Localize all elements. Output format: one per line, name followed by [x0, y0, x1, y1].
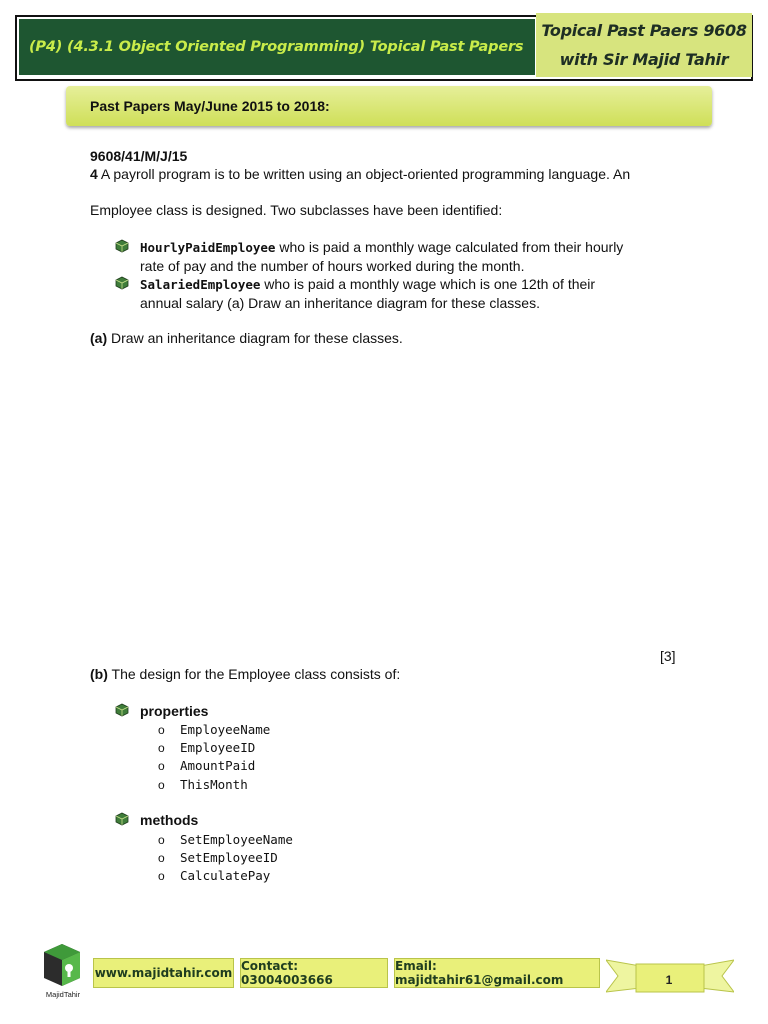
header-brand-line1: Topical Past Paers 9608	[541, 21, 747, 40]
property-name: EmployeeName	[180, 722, 271, 737]
part-a-label: (a)	[90, 330, 108, 346]
subclass-desc-salaried-line2: annual salary (a) Draw an inheritance diagram for these classes.	[140, 295, 540, 311]
logo-text: MajidTahir	[45, 990, 81, 999]
subclass-desc-hourly-line2: rate of pay and the number of hours worked during the month.	[140, 258, 525, 274]
subclass-item-hourly	[115, 238, 675, 275]
answer-space	[90, 352, 680, 642]
method-item	[158, 830, 293, 849]
question-number: 4	[90, 166, 98, 182]
method-item	[158, 866, 270, 885]
methods-heading-row	[115, 811, 675, 829]
property-item	[158, 720, 270, 739]
section-band	[66, 86, 712, 126]
property-item	[158, 738, 255, 757]
cube-bullet-icon	[115, 276, 129, 290]
cube-bullet-icon	[115, 239, 129, 253]
section-title: Past Papers May/June 2015 to 2018:	[90, 98, 330, 114]
intro-line1-text: A payroll program is to be written using an object-oriented programming language. An	[97, 166, 631, 182]
subclass-desc-hourly-line1: who is paid a monthly wage calculated from their hourly	[275, 239, 624, 255]
part-b-text: The design for the Employee class consists of:	[107, 666, 401, 682]
subclass-desc-salaried-line1: who is paid a monthly wage which is one 12th of their	[260, 276, 596, 292]
properties-heading-row	[115, 702, 675, 720]
question-intro-line1	[90, 165, 630, 183]
majidtahir-logo-icon	[36, 938, 90, 1000]
method-name: SetEmployeeID	[180, 850, 278, 865]
header-brand-line2: with Sir Majid Tahir	[559, 50, 729, 69]
sub-bullet: o	[158, 723, 165, 737]
header-title-bar	[19, 19, 535, 75]
properties-heading: properties	[140, 703, 209, 719]
cube-bullet-icon	[115, 703, 129, 717]
sub-bullet: o	[158, 869, 165, 883]
method-item	[158, 848, 278, 867]
page-number: 1	[665, 973, 673, 987]
marks-label: [3]	[660, 648, 676, 664]
part-a	[90, 329, 403, 347]
part-b	[90, 665, 400, 683]
footer-website[interactable]: www.majidtahir.com	[93, 958, 234, 988]
part-a-text: Draw an inheritance diagram for these classes.	[107, 330, 403, 346]
property-item	[158, 775, 248, 794]
property-item	[158, 756, 255, 775]
sub-bullet: o	[158, 851, 165, 865]
sub-bullet: o	[158, 741, 165, 755]
header-title: (P4) (4.3.1 Object Oriented Programming) Topical Past Papers	[29, 39, 524, 55]
footer-contact: Contact: 03004003666	[240, 958, 388, 988]
cube-bullet-icon	[115, 812, 129, 826]
footer-email[interactable]: Email: majidtahir61@gmail.com	[394, 958, 600, 988]
question-intro-line2: Employee class is designed. Two subclasses have been identified:	[90, 202, 503, 218]
part-b-label: (b)	[90, 666, 108, 682]
sub-bullet: o	[158, 778, 165, 792]
property-name: EmployeeID	[180, 740, 256, 755]
sub-bullet: o	[158, 833, 165, 847]
methods-heading: methods	[140, 812, 199, 828]
subclass-item-salaried	[115, 275, 675, 312]
method-name: SetEmployeeName	[180, 832, 293, 847]
sub-bullet: o	[158, 759, 165, 773]
method-name: CalculatePay	[180, 868, 271, 883]
question-code: 9608/41/M/J/15	[90, 148, 188, 164]
subclass-name-salaried: SalariedEmployee	[140, 277, 261, 292]
header-brand-box	[536, 13, 752, 77]
property-name: AmountPaid	[180, 758, 256, 773]
property-name: ThisMonth	[180, 777, 248, 792]
subclass-name-hourly: HourlyPaidEmployee	[140, 240, 276, 255]
